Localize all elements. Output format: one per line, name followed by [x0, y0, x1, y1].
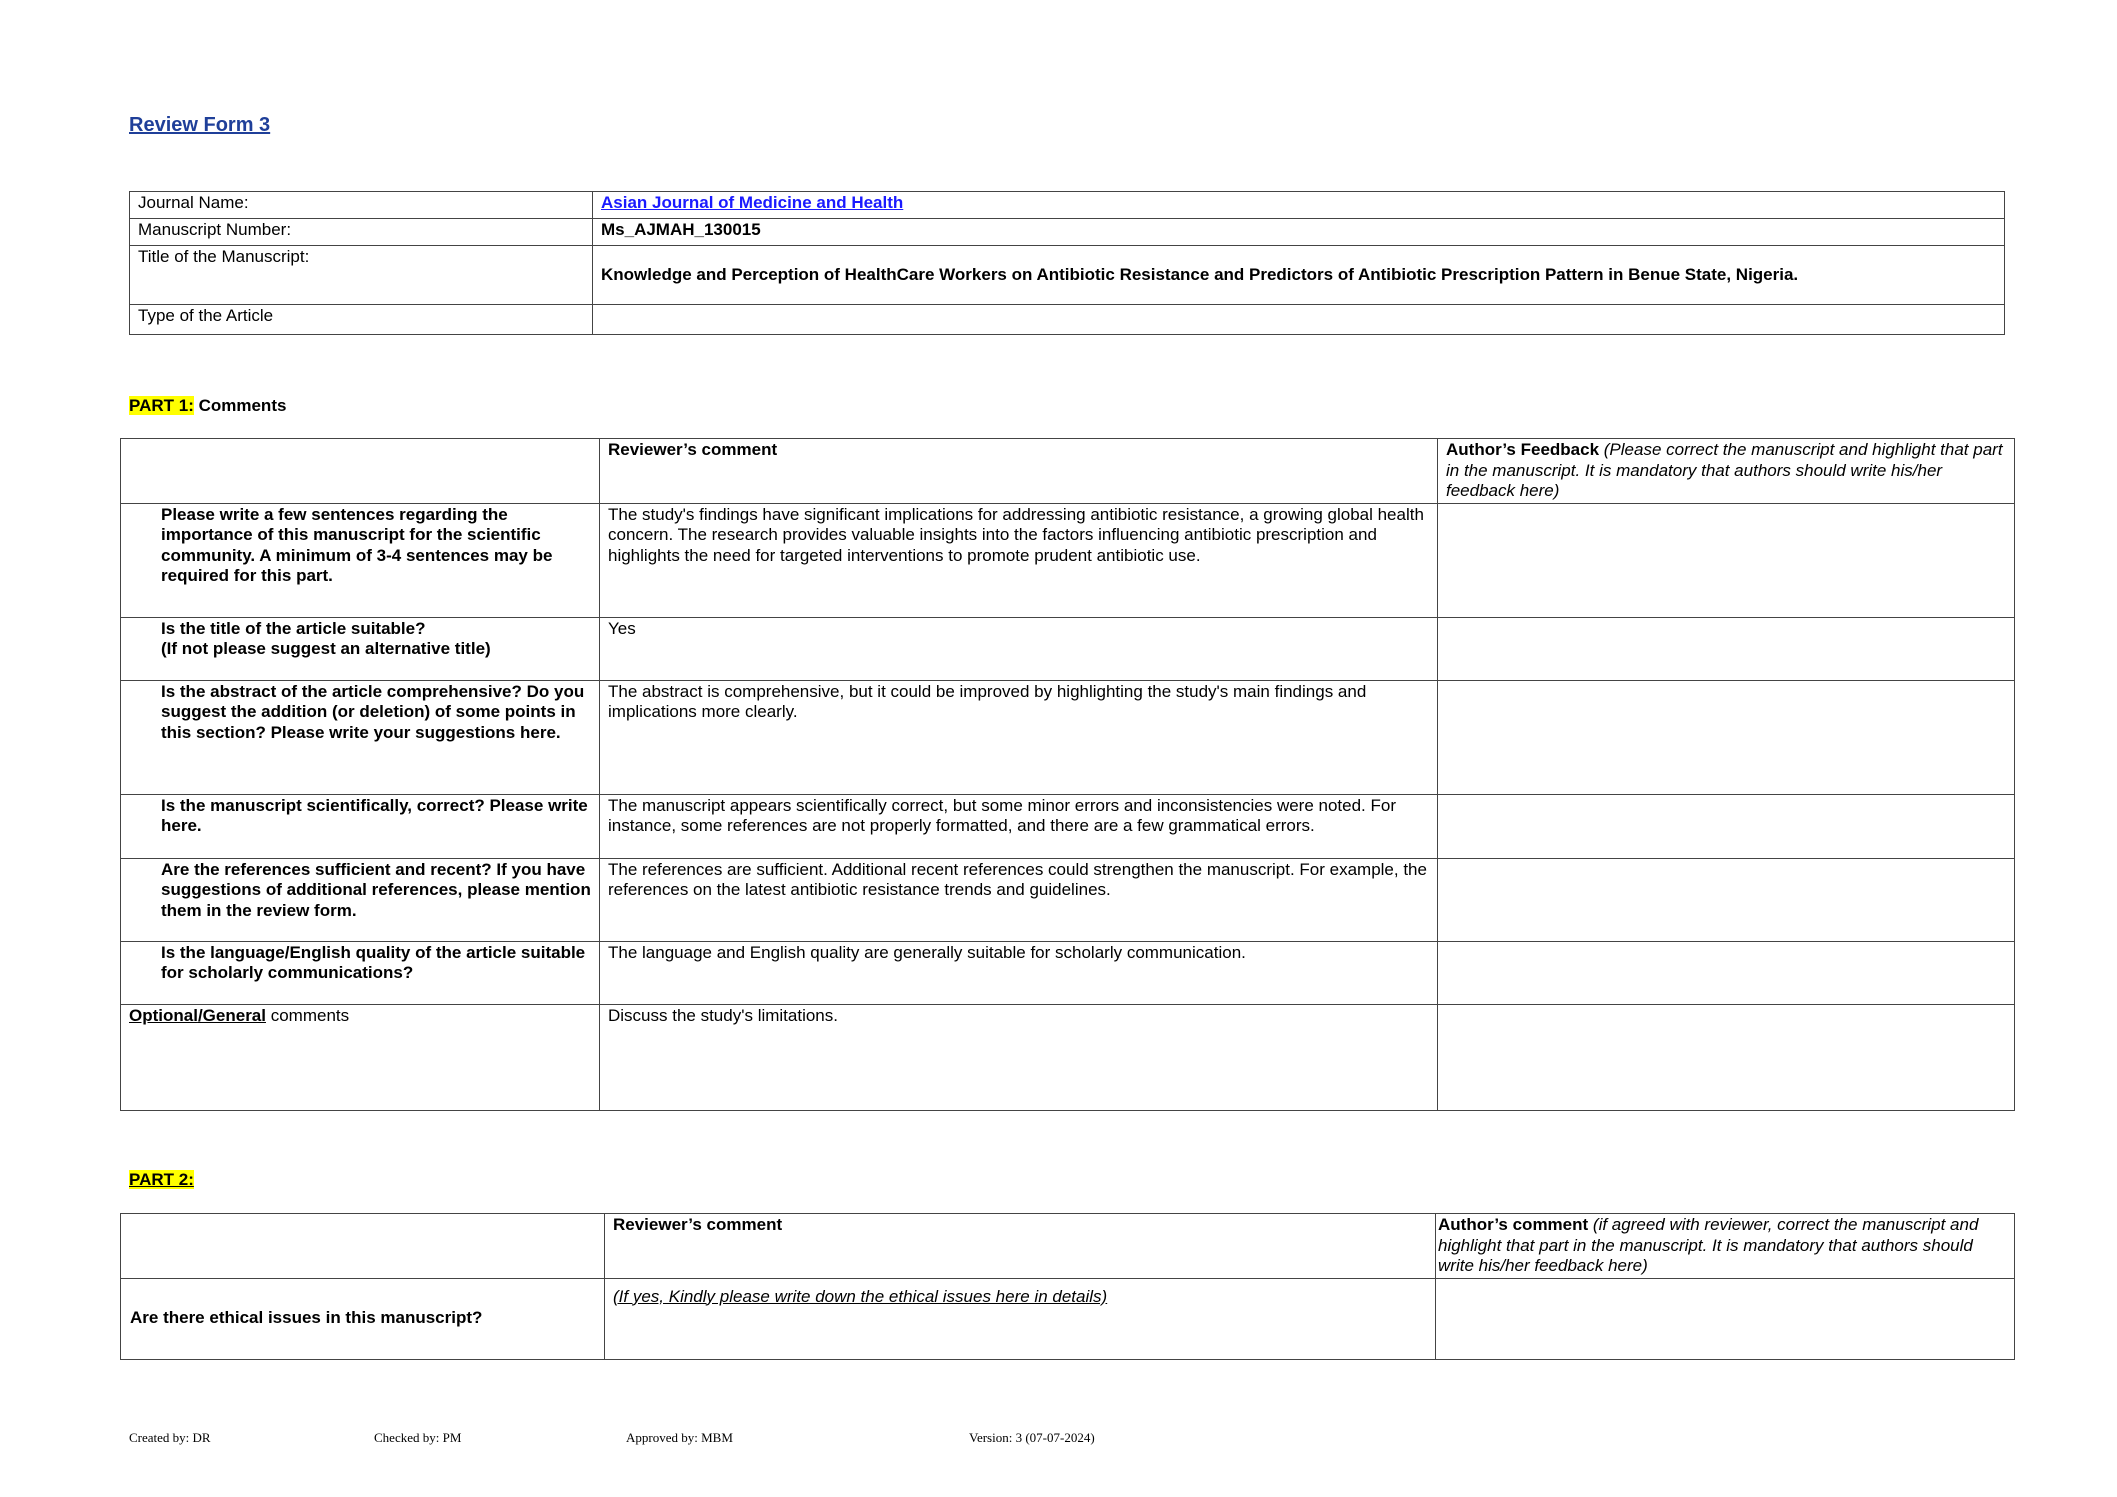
ethics-hint: (If yes, Kindly please write down the ethical issues here in details) — [613, 1286, 1108, 1306]
author-feedback-cell[interactable] — [1438, 617, 2015, 680]
part1-comments-table — [120, 438, 2015, 1111]
reviewer-comment-header: Reviewer’s comment — [605, 1214, 1436, 1279]
author-feedback-cell[interactable] — [1438, 941, 2015, 1004]
reviewer-comment[interactable]: Yes — [600, 617, 1438, 680]
question: Is the language/English quality of the article suitable for scholarly communications? — [121, 941, 600, 1004]
author-feedback-cell[interactable] — [1438, 1004, 2015, 1110]
reviewer-comment[interactable]: The abstract is comprehensive, but it could be improved by highlighting the study's main findings and implications more clearly. — [600, 680, 1438, 794]
author-feedback-cell[interactable] — [1438, 858, 2015, 941]
optional-label: Optional — [129, 1005, 198, 1025]
reviewer-comment[interactable]: The references are sufficient. Additional recent references could strengthen the manuscript. For example, the references on the latest antibiotic resistance trends and guidelines. — [600, 858, 1438, 941]
ethics-author-cell[interactable] — [1436, 1278, 2015, 1359]
optional-comment[interactable]: Discuss the study's limitations. — [600, 1004, 1438, 1110]
author-feedback-header — [1438, 439, 2015, 504]
general-label: /General — [197, 1005, 266, 1025]
footer-created-by: Created by: DR — [129, 1430, 211, 1445]
empty-header-cell — [121, 439, 600, 504]
manuscript-title-value: Knowledge and Perception of HealthCare Workers on Antibiotic Resistance and Predictors of Antibiotic Prescription Pattern in Benue State, Nigeria. — [593, 246, 2005, 305]
author-comment-header — [1436, 1214, 2015, 1279]
journal-link[interactable]: Asian Journal of Medicine and Health — [601, 193, 904, 212]
question: Is the title of the article suitable? (If not please suggest an alternative title) — [121, 617, 600, 680]
reviewer-comment[interactable]: The manuscript appears scientifically correct, but some minor errors and inconsistencies were noted. For instance, some references are not properly formatted, and there are a few grammatical errors. — [600, 794, 1438, 858]
reviewer-comment-header: Reviewer’s comment — [600, 439, 1438, 504]
ethics-question: Are there ethical issues in this manuscript? — [121, 1278, 605, 1359]
footer-version: Version: 3 (07-07-2024) — [969, 1430, 1095, 1445]
manuscript-title-label: Title of the Manuscript: — [130, 246, 593, 305]
part2-ethics-table — [120, 1213, 2015, 1360]
part2-heading — [129, 1170, 194, 1190]
question: Are the references sufficient and recent? If you have suggestions of additional references, please mention them in the review form. — [121, 858, 600, 941]
journal-label: Journal Name: — [130, 192, 593, 219]
empty-header-cell — [121, 1214, 605, 1279]
part1-label: PART 1: — [129, 396, 194, 415]
author-comment-instructions: (if agreed with reviewer, correct the manuscript and highlight that part in the manuscript. It is mandatory that authors should write his/her feedback here) — [1438, 1215, 1979, 1275]
manuscript-number-value: Ms_AJMAH_130015 — [593, 219, 2005, 246]
author-feedback-cell[interactable] — [1438, 794, 2015, 858]
footer-approved-by: Approved by: MBM — [626, 1430, 733, 1445]
part2-label: PART 2: — [129, 1170, 194, 1189]
footer-checked-by: Checked by: PM — [374, 1430, 462, 1445]
page-title: Review Form 3 — [129, 114, 271, 136]
comments-label: comments — [266, 1005, 350, 1025]
manuscript-info-table — [129, 191, 2005, 335]
author-feedback-cell[interactable] — [1438, 680, 2015, 794]
author-feedback-cell[interactable] — [1438, 503, 2015, 617]
manuscript-number-label: Manuscript Number: — [130, 219, 593, 246]
question: Is the manuscript scientifically, correct? Please write here. — [121, 794, 600, 858]
article-type-label: Type of the Article — [130, 305, 593, 335]
ethics-reviewer-cell[interactable] — [605, 1278, 1436, 1359]
part1-suffix: Comments — [193, 396, 287, 415]
author-comment-title: Author’s comment — [1438, 1215, 1589, 1234]
question: Is the abstract of the article comprehensive? Do you suggest the addition (or deletion) of some points in this section? Please write your suggestions here. — [121, 680, 600, 794]
author-feedback-instructions: (Please correct the manuscript and highlight that part in the manuscript. It is mandatory that authors should write his/her feedback here) — [1446, 440, 2003, 500]
author-feedback-title: Author’s Feedback — [1446, 440, 1600, 459]
reviewer-comment[interactable]: The language and English quality are generally suitable for scholarly communication. — [600, 941, 1438, 1004]
question: Please write a few sentences regarding the importance of this manuscript for the scientific community. A minimum of 3-4 sentences may be required for this part. — [121, 503, 600, 617]
reviewer-comment[interactable]: The study's findings have significant implications for addressing antibiotic resistance, a growing global health concern. The research provides valuable insights into the factors influencing antibiotic prescription and highlights the need for targeted interventions to promote prudent antibiotic use. — [600, 503, 1438, 617]
article-type-value[interactable] — [593, 305, 2005, 335]
part1-heading — [129, 396, 286, 416]
optional-comments-label — [121, 1004, 600, 1110]
